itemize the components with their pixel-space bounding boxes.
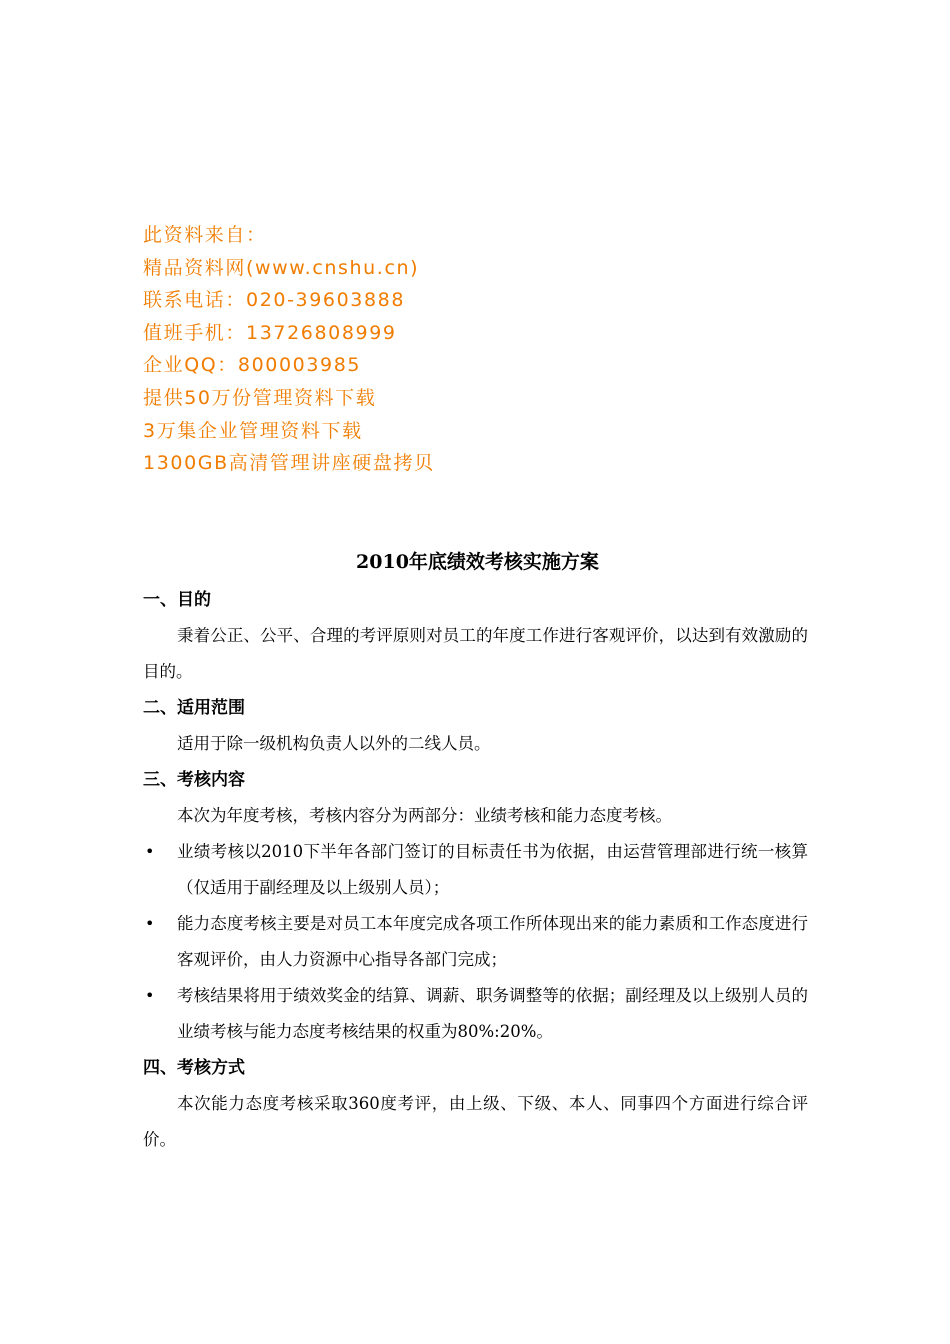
section-paragraph: 适用于除一级机构负责人以外的二线人员。 xyxy=(177,734,491,753)
section-method xyxy=(143,1050,808,1158)
bullet-text: 业绩考核以2010下半年各部门签订的目标责任书为依据，由运营管理部进行统一核算（仅适用于副经理及以上级别人员）； xyxy=(177,842,808,897)
document-title: 2010年底绩效考核实施方案 xyxy=(356,551,599,573)
section-heading: 一、目的 xyxy=(143,590,211,610)
promo-website: 精品资料网(www.cnshu.cn) xyxy=(143,256,420,279)
section-heading: 四、考核方式 xyxy=(143,1058,245,1078)
section-paragraph: 本次能力态度考核采取360度考评，由上级、下级、本人、同事四个方面进行综合评价。 xyxy=(143,1094,808,1149)
section-scope xyxy=(143,690,808,762)
bullet-item xyxy=(143,834,808,906)
promo-offer-videos: 3万集企业管理资料下载 xyxy=(143,419,363,442)
promo-mobile: 值班手机：13726808999 xyxy=(143,321,397,344)
promo-phone: 联系电话：020-39603888 xyxy=(143,289,406,312)
bullet-text: 考核结果将用于绩效奖金的结算、调薪、职务调整等的依据；副经理及以上级别人员的业绩考核与能力态度考核结果的权重为80%:20%。 xyxy=(177,986,808,1041)
source-promo-block xyxy=(143,219,703,480)
section-paragraph: 本次为年度考核，考核内容分为两部分：业绩考核和能力态度考核。 xyxy=(177,806,672,825)
document-body xyxy=(143,542,808,1158)
section-heading: 二、适用范围 xyxy=(143,698,245,718)
bullet-item xyxy=(143,978,808,1050)
section-heading: 三、考核内容 xyxy=(143,770,245,790)
bullet-dot-icon: • xyxy=(145,842,155,861)
bullet-dot-icon: • xyxy=(145,986,155,1005)
bullet-dot-icon: • xyxy=(145,914,155,933)
bullet-text: 能力态度考核主要是对员工本年度完成各项工作所体现出来的能力素质和工作态度进行客观评价，由人力资源中心指导各部门完成； xyxy=(177,914,808,969)
section-content xyxy=(143,762,808,1050)
promo-qq: 企业QQ：800003985 xyxy=(143,354,362,377)
section-paragraph: 秉着公正、公平、合理的考评原则对员工的年度工作进行客观评价，以达到有效激励的目的。 xyxy=(143,626,808,681)
bullet-item xyxy=(143,906,808,978)
promo-source-label: 此资料来自： xyxy=(143,224,267,246)
promo-offer-documents: 提供50万份管理资料下载 xyxy=(143,386,377,409)
section-purpose xyxy=(143,582,808,690)
promo-offer-lectures: 1300GB高清管理讲座硬盘拷贝 xyxy=(143,452,435,475)
